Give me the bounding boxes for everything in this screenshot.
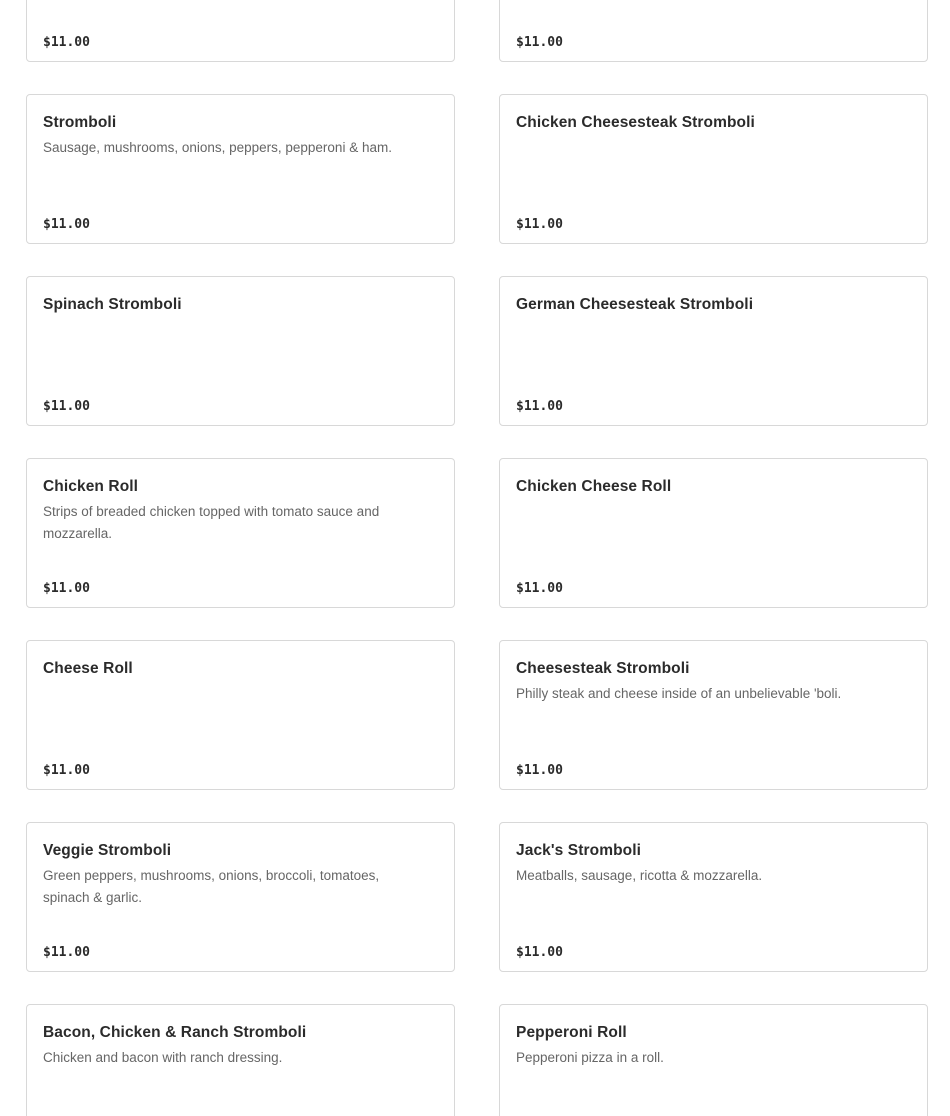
menu-item-price: $11.00 — [516, 35, 563, 50]
menu-item-price: $11.00 — [516, 945, 563, 960]
menu-item-card[interactable] — [499, 458, 928, 608]
menu-item-price: $11.00 — [516, 399, 563, 414]
menu-item-name: Stromboli — [43, 114, 117, 131]
menu-item-card[interactable] — [26, 458, 455, 608]
menu-item-description: Green peppers, mushrooms, onions, broccoli, tomatoes, spinach & garlic. — [43, 868, 380, 905]
menu-item-name: Chicken Roll — [43, 478, 139, 495]
menu-item-name: Veggie Stromboli — [43, 842, 172, 859]
menu-item-card[interactable] — [26, 0, 455, 62]
menu-item-description: Pepperoni pizza in a roll. — [516, 1050, 664, 1065]
menu-item-price: $11.00 — [43, 399, 90, 414]
menu-item-name: Jack's Stromboli — [516, 842, 642, 859]
menu-item-name: Cheese Roll — [43, 660, 133, 677]
menu-item-description: Chicken and bacon with ranch dressing. — [43, 1050, 283, 1065]
menu-item-price: $11.00 — [516, 763, 563, 778]
menu-item-name: Spinach Stromboli — [43, 296, 182, 313]
menu-item-name: Cheesesteak Stromboli — [516, 660, 690, 677]
menu-item-card[interactable] — [499, 1004, 928, 1116]
menu-item-description: Sausage, mushrooms, onions, peppers, pepperoni & ham. — [43, 140, 392, 155]
menu-item-price: $11.00 — [516, 217, 563, 232]
menu-item-card[interactable] — [499, 94, 928, 244]
menu-item-description: Philly steak and cheese inside of an unbelievable 'boli. — [516, 686, 842, 701]
menu-item-card[interactable] — [499, 640, 928, 790]
menu-item-description: Strips of breaded chicken topped with tomato sauce and mozzarella. — [43, 504, 380, 541]
menu-item-card[interactable] — [499, 0, 928, 62]
menu-item-name: Chicken Cheesesteak Stromboli — [516, 114, 755, 131]
menu-item-price: $11.00 — [43, 581, 90, 596]
menu-item-card[interactable] — [26, 1004, 455, 1116]
menu-item-price: $11.00 — [43, 945, 90, 960]
menu-item-card[interactable] — [499, 276, 928, 426]
menu-item-card[interactable] — [26, 276, 455, 426]
menu-item-card[interactable] — [26, 94, 455, 244]
menu-item-price: $11.00 — [43, 763, 90, 778]
menu-item-name: Chicken Cheese Roll — [516, 478, 672, 495]
menu-item-description: Meatballs, sausage, ricotta & mozzarella. — [516, 868, 763, 883]
menu-item-name: Pepperoni Roll — [516, 1024, 627, 1041]
menu-item-card[interactable] — [26, 640, 455, 790]
menu-item-price: $11.00 — [43, 35, 90, 50]
menu-item-card[interactable] — [26, 822, 455, 972]
menu-item-name: Bacon, Chicken & Ranch Stromboli — [43, 1024, 307, 1041]
menu-item-card[interactable] — [499, 822, 928, 972]
menu-item-name: German Cheesesteak Stromboli — [516, 296, 754, 313]
menu-item-price: $11.00 — [516, 581, 563, 596]
menu-item-price: $11.00 — [43, 217, 90, 232]
